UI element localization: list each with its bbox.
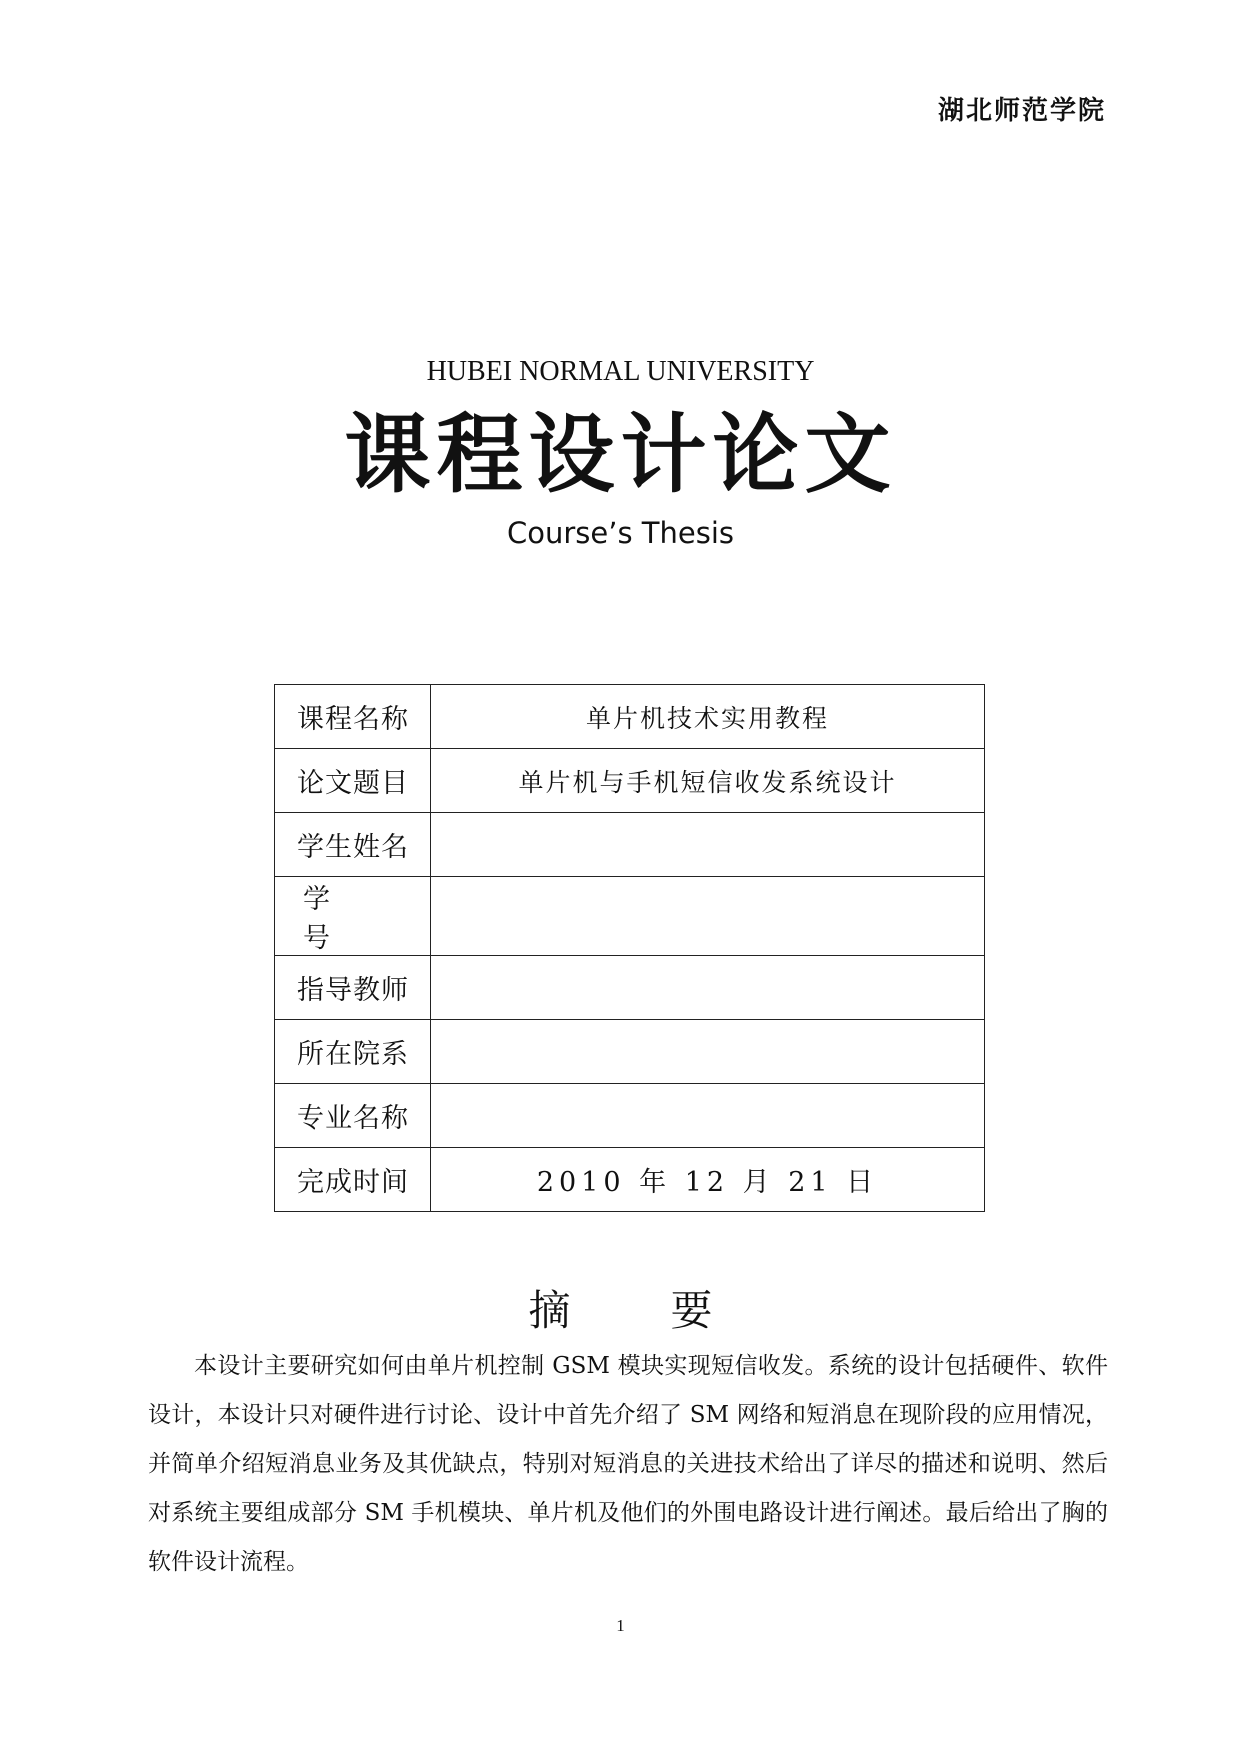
row-value (431, 1084, 985, 1148)
row-value (431, 877, 985, 956)
table-row-student-name (275, 813, 985, 877)
row-value (431, 813, 985, 877)
row-label: 专业名称 (275, 1084, 431, 1148)
table-row-student-id (275, 877, 985, 956)
table-row-course-name (275, 685, 985, 749)
row-label: 课程名称 (275, 685, 431, 749)
university-name-en: HUBEI NORMAL UNIVERSITY (426, 356, 815, 387)
table-row-major (275, 1084, 985, 1148)
table-row-advisor (275, 956, 985, 1020)
row-label: 所在院系 (275, 1020, 431, 1084)
table-row-thesis-topic (275, 749, 985, 813)
row-label: 指导教师 (275, 956, 431, 1020)
abstract-title: 摘要 (528, 1286, 813, 1335)
row-value: 单片机与手机短信收发系统设计 (431, 749, 985, 813)
abstract-body: 本设计主要研究如何由单片机控制 GSM 模块实现短信收发。系统的设计包括硬件、软件设计，本设计只对硬件进行讨论、设计中首先介绍了 SM 网络和短消息在现阶段的应用情况，并简单介绍短消息业务及其优缺点，特别对短消息的关进技术给出了详尽的描述和说明、然后对系统主要组成部分 SM 手机模块、单片机及他们的外围电路设计进行阐述。最后给出了胸的软件设计流程。 (148, 1353, 1108, 1575)
thesis-info-table (274, 684, 985, 1212)
table-row-completion-date (275, 1148, 985, 1212)
row-label: 论文题目 (275, 749, 431, 813)
row-label: 学 号 (275, 877, 431, 956)
thesis-title-en: Course’s Thesis (506, 516, 734, 550)
table-row-department (275, 1020, 985, 1084)
row-label: 学生姓名 (275, 813, 431, 877)
row-value (431, 956, 985, 1020)
row-value: 单片机技术实用教程 (431, 685, 985, 749)
header-school-name: 湖北师范学院 (937, 96, 1106, 126)
row-value: 2010 年 12 月 21 日 (431, 1148, 985, 1212)
row-label: 完成时间 (275, 1148, 431, 1212)
thesis-title-cn: 课程设计论文 (344, 404, 897, 505)
row-value (431, 1020, 985, 1084)
page-number: 1 (616, 1616, 625, 1635)
